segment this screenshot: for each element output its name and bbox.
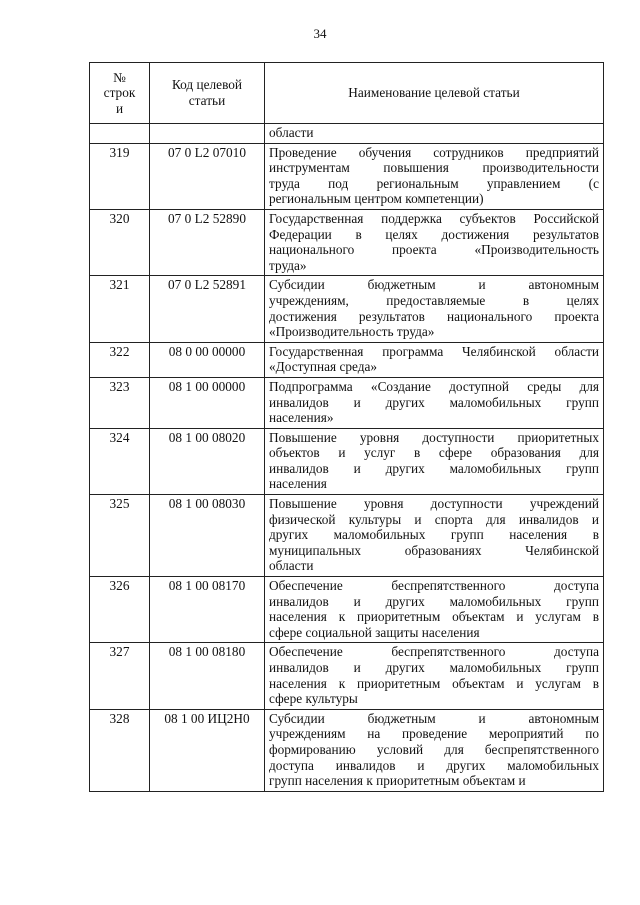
target-name-line: муниципальных образованиях Челябинской [269, 542, 599, 558]
target-name-line: учреждениям на проведение мероприятий по [269, 726, 599, 742]
target-name-line: Повышение уровня доступности приоритетных [269, 429, 599, 445]
table-row [90, 143, 604, 209]
target-name-cell [265, 495, 604, 577]
table-header-row [90, 63, 604, 124]
target-code-cell: 07 0 L2 52891 [150, 276, 265, 342]
target-name-line: Субсидии бюджетным и автономным [269, 277, 599, 293]
target-code-cell: 08 0 00 00000 [150, 342, 265, 377]
target-name-line: труда под региональным управлением (с [269, 175, 599, 191]
target-name-line: сфере социальной защиты населения [269, 624, 480, 640]
target-name-line: инструментам повышения производительности [269, 160, 599, 176]
table-body [90, 124, 604, 792]
target-name-line: населения [269, 476, 327, 492]
target-name-line: Проведение обучения сотрудников предприятий [269, 144, 599, 160]
target-name-line: Государственная поддержка субъектов Российской [269, 210, 599, 226]
target-name-line: «Производительность труда» [269, 324, 435, 340]
target-name-line: Подпрограмма «Создание доступной среды для [269, 378, 599, 394]
table-row [90, 643, 604, 709]
target-code-cell: 08 1 00 08180 [150, 643, 265, 709]
target-name-line: Федерации в целях достижения результатов [269, 226, 599, 242]
continuation-name-cell: области [265, 124, 604, 144]
table-row [90, 209, 604, 275]
table-row [90, 377, 604, 428]
header-code: Код целевой статьи [150, 63, 265, 124]
target-name-line: сфере культуры [269, 691, 358, 707]
target-articles-table [89, 62, 604, 792]
target-code-cell: 08 1 00 08030 [150, 495, 265, 577]
header-row-number: № строк и [90, 63, 150, 124]
target-name-line: физической культуры и спорта для инвалидов и [269, 511, 599, 527]
target-name-line: учреждениям, предоставляемые в целях [269, 292, 599, 308]
target-code-cell: 08 1 00 ИЦ2Н0 [150, 709, 265, 791]
row-number-cell: 322 [90, 342, 150, 377]
target-name-line: инвалидов и других маломобильных групп [269, 593, 599, 609]
target-name-cell [265, 428, 604, 494]
target-name-cell [265, 276, 604, 342]
target-name-cell [265, 643, 604, 709]
row-number-cell: 323 [90, 377, 150, 428]
target-code-cell: 08 1 00 08020 [150, 428, 265, 494]
row-number-cell: 325 [90, 495, 150, 577]
target-name-cell [265, 577, 604, 643]
table-row [90, 428, 604, 494]
target-name-line: региональным центром компетенции) [269, 191, 484, 207]
row-number-cell: 328 [90, 709, 150, 791]
continuation-row [90, 124, 604, 144]
target-name-line: объектов и услуг в сфере образования для [269, 445, 599, 461]
target-name-line: инвалидов и других маломобильных групп [269, 660, 599, 675]
target-name-line: населения к приоритетным объектам и услугам в [269, 609, 599, 625]
page-number: 34 [313, 26, 327, 41]
target-name-line: области [269, 558, 314, 574]
target-code-cell: 07 0 L2 52890 [150, 209, 265, 275]
target-name-line: населения» [269, 410, 334, 426]
target-name-line: Государственная программа Челябинской области [269, 343, 599, 359]
row-number-cell: 324 [90, 428, 150, 494]
table-row [90, 709, 604, 791]
row-number-cell: 327 [90, 643, 150, 709]
target-name-line: достижения результатов национального проекта [269, 308, 599, 324]
target-name-line: Субсидии бюджетным и автономным [269, 710, 599, 726]
target-name-cell [265, 209, 604, 275]
continuation-num-cell [90, 124, 150, 144]
target-name-line: труда» [269, 257, 307, 273]
target-name-cell [265, 377, 604, 428]
target-name-line: «Доступная среда» [269, 359, 378, 375]
target-name-line: инвалидов и других маломобильных групп [269, 394, 599, 410]
row-number-cell: 326 [90, 577, 150, 643]
target-name-cell [265, 709, 604, 791]
target-name-line: Обеспечение беспрепятственного доступа [269, 644, 599, 660]
row-number-cell: 321 [90, 276, 150, 342]
row-number-cell: 319 [90, 143, 150, 209]
table-row [90, 342, 604, 377]
table-row [90, 577, 604, 643]
target-code-cell: 08 1 00 08170 [150, 577, 265, 643]
target-code-cell: 07 0 L2 07010 [150, 143, 265, 209]
row-number-cell: 320 [90, 209, 150, 275]
target-name-line: других маломобильных групп населения в [269, 527, 599, 543]
header-name: Наименование целевой статьи [265, 63, 604, 124]
table-row [90, 276, 604, 342]
target-name-line: доступа инвалидов и других маломобильных [269, 757, 599, 773]
target-name-line: инвалидов и других маломобильных групп [269, 460, 599, 476]
target-name-cell [265, 342, 604, 377]
target-name-line: Обеспечение беспрепятственного доступа [269, 578, 599, 594]
target-name-line: национального проекта «Производительность [269, 242, 599, 258]
target-name-line: групп населения к приоритетным объектам и [269, 773, 526, 789]
target-name-cell [265, 143, 604, 209]
table-row [90, 495, 604, 577]
target-code-cell: 08 1 00 00000 [150, 377, 265, 428]
continuation-code-cell [150, 124, 265, 144]
target-name-line: формированию условий для беспрепятственного [269, 741, 599, 757]
target-name-line: населения к приоритетным объектам и услугам в [269, 675, 599, 691]
target-name-line: Повышение уровня доступности учреждений [269, 496, 599, 512]
